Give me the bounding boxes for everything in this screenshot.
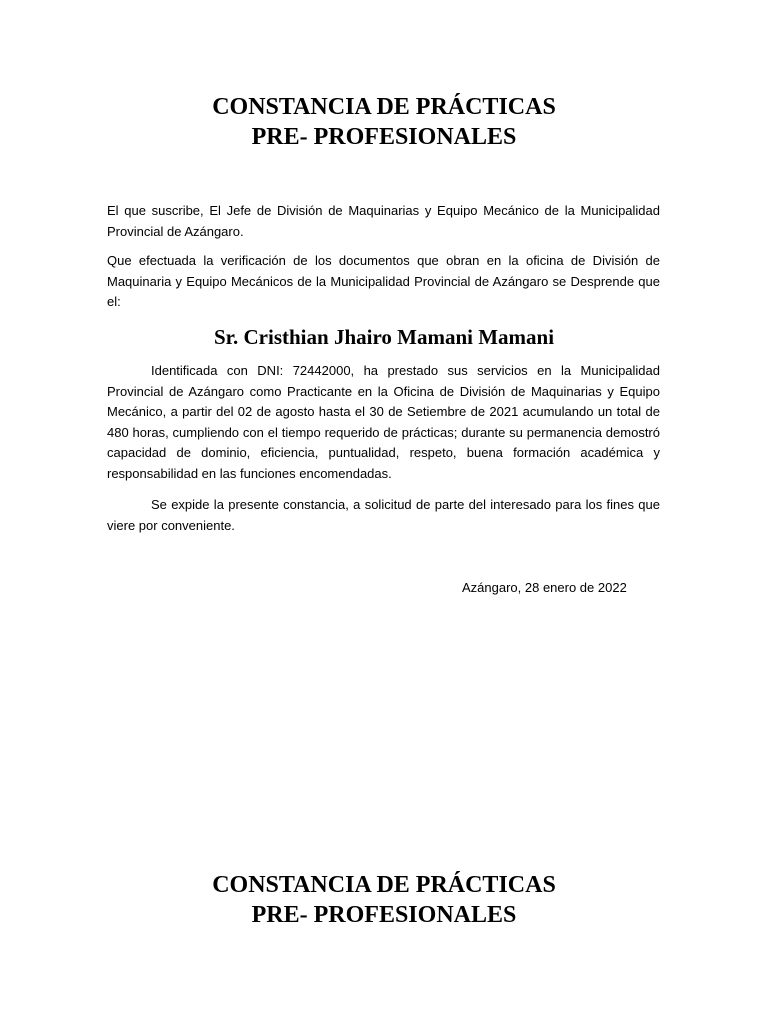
closing-paragraph: Se expide la presente constancia, a solicitud de parte del interesado para los fines que viere por conveniente. [107, 497, 660, 533]
intro-paragraph: El que suscribe, El Jefe de División de Maquinarias y Equipo Mecánico de la Municipalidad Provincial de Azángaro. [107, 203, 660, 239]
service-paragraph: Identificada con DNI: 72442000, ha prestado sus servicios en la Municipalidad Provincial de Azángaro como Practicante en la Oficina de División de Maquinarias y Equipo Mecánico, a partir del 02 de agosto hasta el 30 de Setiembre de 2021 acumulando un total de 480 horas, cumpliendo con el tiempo requerido de prácticas; durante su permanencia demostró capacidad de dominio, eficiencia, puntualidad, respeto, buena formación académica y responsabilidad en las funciones encomendadas. [107, 363, 660, 481]
next-title-line-2: PRE- PROFESIONALES [251, 902, 517, 928]
verification-paragraph: Que efectuada la verificación de los documentos que obran en la oficina de División de Maquinaria y Equipo Mecánicos de la Municipalidad Provincial de Azángaro se Desprende que el: [107, 253, 660, 309]
next-page-title [0, 870, 768, 930]
recipient-name: Sr. Cristhian Jhairo Mamani Mamani [213, 325, 555, 349]
next-title-line-1: CONSTANCIA DE PRÁCTICAS [212, 872, 556, 898]
document-title [0, 92, 768, 152]
place-date: Azángaro, 28 enero de 2022 [462, 580, 627, 595]
title-line-2: PRE- PROFESIONALES [251, 124, 517, 150]
title-line-1: CONSTANCIA DE PRÁCTICAS [212, 94, 556, 120]
